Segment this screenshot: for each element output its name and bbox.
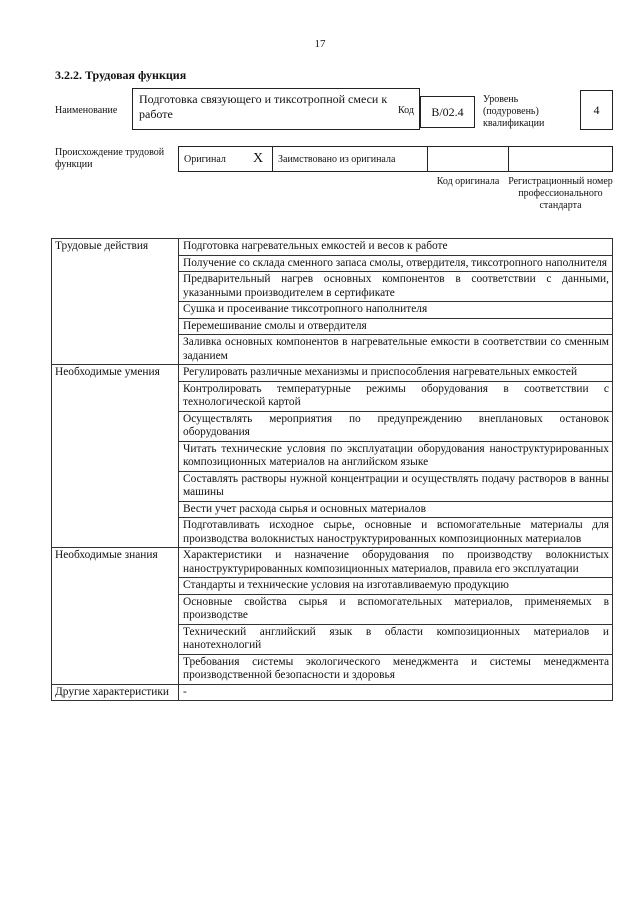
item-cell: Заливка основных компонентов в нагревательные емкости в соответствии со сменным заданием — [179, 335, 613, 365]
original-cell — [178, 146, 273, 172]
level-value: 4 — [593, 103, 600, 117]
item-cell: Основные свойства сырья и вспомогательных материалов, применяемых в производстве — [179, 594, 613, 624]
item-cell: Подготовка нагревательных емкостей и весов к работе — [179, 239, 613, 256]
item-cell: Сушка и просеивание тиксотропного наполнителя — [179, 302, 613, 319]
item-cell: Подготавливать исходное сырье, основные и вспомогательные материалы для производства волокнистых наноструктурированных композиционных материалов — [179, 518, 613, 548]
item-cell: Регулировать различные механизмы и приспособления нагревательных емкостей — [179, 365, 613, 382]
code-value: B/02.4 — [431, 105, 464, 119]
item-cell: Вести учет расхода сырья и основных материалов — [179, 501, 613, 518]
borrowed-label: Заимствовано из оригинала — [278, 154, 396, 165]
name-label: Наименование — [55, 105, 118, 116]
item-cell: Стандарты и технические условия на изготавливаемую продукцию — [179, 578, 613, 595]
code-label: Код — [398, 105, 414, 116]
original-mark: X — [253, 151, 264, 166]
item-cell: Читать технические условия по эксплуатации оборудования наноструктурированных композиционных материалов на английском языке — [179, 441, 613, 471]
item-cell: Предварительный нагрев основных компонентов в соответствии с данными, указанными производителем в сертификате — [179, 272, 613, 302]
item-cell: Перемешивание смолы и отвердителя — [179, 318, 613, 335]
name-value-box — [132, 88, 420, 130]
category-cell: Необходимые умения — [52, 365, 179, 548]
item-cell: Технический английский язык в области композиционных материалов и нанотехнологий — [179, 624, 613, 654]
item-cell: Получение со склада сменного запаса смолы, отвердителя, тиксотропного наполнителя — [179, 255, 613, 272]
table-row — [52, 365, 613, 382]
item-cell: Требования системы экологического менеджмента и системы менеджмента производственной безопасности и здоровья — [179, 654, 613, 684]
item-cell: Характеристики и назначение оборудования по производству волокнистых наноструктурированных композиционных материалов, правила его эксплуатации — [179, 548, 613, 578]
code-value-box — [420, 96, 475, 128]
reg-number-cell — [508, 146, 613, 172]
category-cell: Трудовые действия — [52, 239, 179, 365]
borrowed-cell — [272, 146, 428, 172]
name-value: Подготовка связующего и тиксотропной смеси к работе — [139, 92, 388, 121]
main-table — [51, 238, 613, 701]
category-cell: Необходимые знания — [52, 548, 179, 685]
level-label: Уровень (подуровень) квалификации — [483, 94, 545, 129]
item-cell: - — [179, 684, 613, 701]
page-number: 17 — [314, 38, 326, 50]
reg-number-caption: Регистрационный номер профессионального стандарта — [508, 176, 613, 211]
item-cell: Составлять растворы нужной концентрации и осуществлять подачу растворов в ванны машины — [179, 471, 613, 501]
origin-label: Происхождение трудовой функции — [55, 147, 165, 170]
table-row — [52, 239, 613, 256]
category-cell: Другие характеристики — [52, 684, 179, 701]
table-row — [52, 548, 613, 578]
table-row — [52, 684, 613, 701]
code-original-cell — [427, 146, 509, 172]
section-title: 3.2.2. Трудовая функция — [55, 68, 187, 82]
item-cell: Осуществлять мероприятия по предупреждению внеплановых остановок оборудования — [179, 411, 613, 441]
item-cell: Контролировать температурные режимы оборудования в соответствии с технологической картой — [179, 381, 613, 411]
code-original-caption: Код оригинала — [436, 176, 500, 187]
original-label: Оригинал — [184, 154, 226, 165]
level-value-box — [580, 90, 613, 130]
